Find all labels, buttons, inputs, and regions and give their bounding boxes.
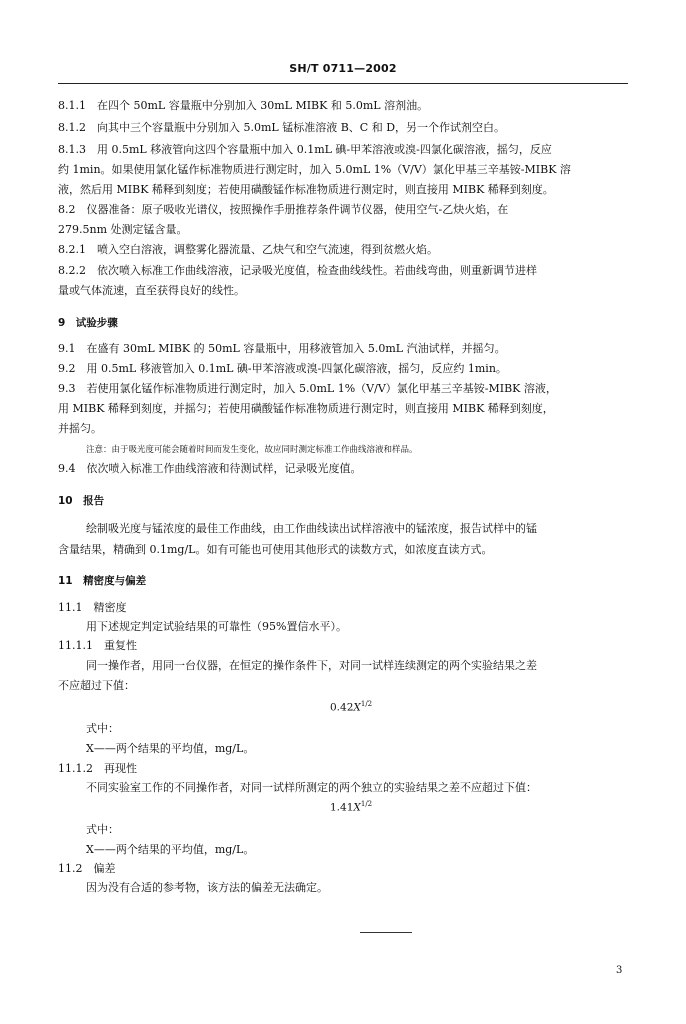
section-10-heading: 10 报告 [58,495,105,507]
clause-11-1-2-heading: 11.1.2 再现性 [58,762,137,775]
reproducibility-formula: $1.41X^{1/2}$ [330,800,373,814]
where-label-1: 式中： [86,722,119,735]
repeatability-line1: 同一操作者，用同一台仪器，在恒定的操作条件下，对同一试样连续测定的两个实验结果之差 [86,659,537,672]
clause-8-2-line2: 279.5nm 处测定锰含量。 [58,223,188,236]
x-definition-1: X——两个结果的平均值，mg/L。 [86,742,255,755]
repeatability-formula: $0.42X^{1/2}$ [330,700,373,714]
clause-11-1-heading: 11.1 精密度 [58,601,127,614]
clause-11-1-1-heading: 11.1.1 重复性 [58,639,137,652]
clause-11-2-heading: 11.2 偏差 [58,862,116,875]
clause-11-1-text: 用下述规定判定试验结果的可靠性（95%置信水平）。 [86,620,347,633]
clause-9-1: 9.1 在盛有 30mL MIBK 的 50mL 容量瓶中，用移液管加入 5.0mL 汽油试样，并摇匀。 [58,342,506,355]
bias-text: 因为没有合适的参考物，该方法的偏差无法确定。 [86,881,328,894]
clause-8-1-3-line1: 8.1.3 用 0.5mL 移液管向这四个容量瓶中加入 0.1mL 碘-甲苯溶液或溴-四氯化碳溶液，摇匀，反应 [58,143,552,156]
section-9-heading: 9 试验步骤 [58,317,118,329]
clause-9-3-line1: 9.3 若使用氯化锰作标准物质进行测定时，加入 5.0mL 1%（V/V）氯化甲基三辛基铵-MIBK 溶液， [58,382,557,395]
clause-8-2-1: 8.2.1 喷入空白溶液，调整雾化器流量、乙炔气和空气流速，得到贫燃火焰。 [58,243,438,256]
repeatability-line2: 不应超过下值： [58,679,135,692]
page-number: 3 [616,965,623,976]
clause-9-2: 9.2 用 0.5mL 移液管加入 0.1mL 碘-甲苯溶液或溴-四氯化碳溶液，摇匀，反应约 1min。 [58,362,507,375]
clause-9-4: 9.4 依次喷入标准工作曲线溶液和待测试样，记录吸光度值。 [58,462,362,475]
x-definition-2: X——两个结果的平均值，mg/L。 [86,843,255,856]
end-of-document-rule [360,932,412,933]
note: 注意：由于吸光度可能会随着时间而发生变化，故应同时测定标准工作曲线溶液和样品。 [86,445,418,455]
clause-8-2-2-line2: 量或气体流速，直至获得良好的线性。 [58,284,245,297]
standard-code-header: SH/T 0711—2002 [289,62,397,75]
reproducibility-line1: 不同实验室工作的不同操作者，对同一试样所测定的两个独立的实验结果之差不应超过下值： [86,781,537,794]
header-rule [58,83,628,84]
clause-8-1-3-line3: 液，然后用 MIBK 稀释到刻度；若使用磺酸锰作标准物质进行测定时，则直接用 MIBK 稀释到刻度。 [58,183,554,196]
clause-8-2-line1: 8.2 仪器准备：原子吸收光谱仪，按照操作手册推荐条件调节仪器，使用空气-乙炔火焰，在 [58,203,509,216]
report-para-line1: 绘制吸光度与锰浓度的最佳工作曲线，由工作曲线读出试样溶液中的锰浓度，报告试样中的锰 [86,522,537,535]
clause-9-3-line2: 用 MIBK 稀释到刻度，并摇匀；若使用磺酸锰作标准物质进行测定时，则直接用 MIBK 稀释到刻度， [58,402,554,415]
clause-8-1-1: 8.1.1 在四个 50mL 容量瓶中分别加入 30mL MIBK 和 5.0mL 溶剂油。 [58,99,429,112]
where-label-2: 式中： [86,823,119,836]
clause-8-1-2: 8.1.2 向其中三个容量瓶中分别加入 5.0mL 锰标准溶液 B、C 和 D，另一个作试剂空白。 [58,121,506,134]
clause-8-2-2-line1: 8.2.2 依次喷入标准工作曲线溶液，记录吸光度值，检查曲线线性。若曲线弯曲，则重新调节进样 [58,264,537,277]
clause-9-3-line3: 并摇匀。 [58,422,102,435]
section-11-heading: 11 精密度与偏差 [58,575,147,587]
report-para-line2: 含量结果，精确到 0.1mg/L。如有可能也可使用其他形式的读数方式，如浓度直读方式。 [58,543,493,556]
clause-8-1-3-line2: 约 1min。如果使用氯化锰作标准物质进行测定时，加入 5.0mL 1%（V/V）氯化甲基三辛基铵-MIBK 溶 [58,163,571,176]
